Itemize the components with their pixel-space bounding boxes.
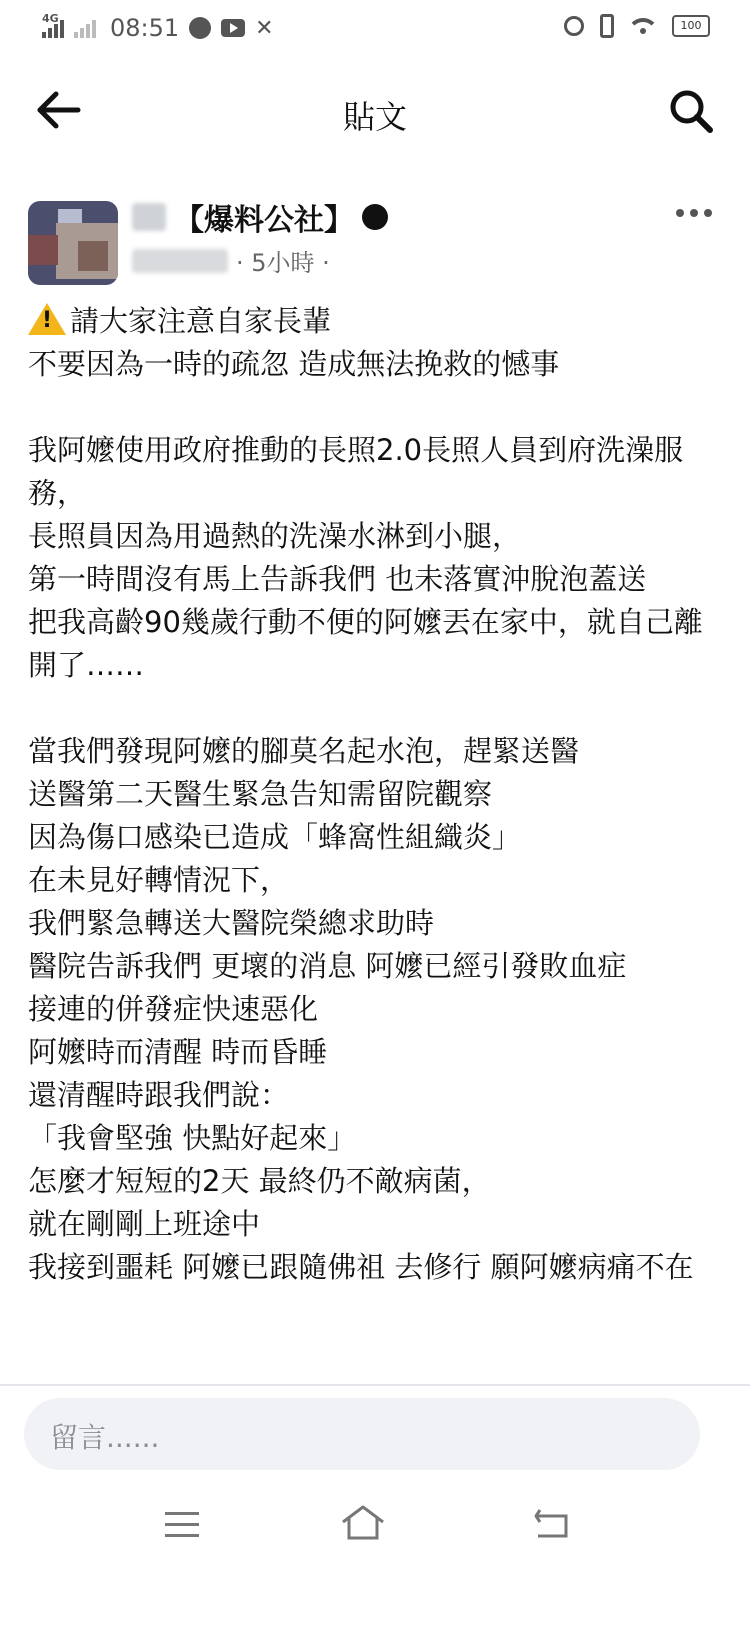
divider <box>0 1384 750 1386</box>
post-line: 因為傷口感染已造成「蜂窩性組織炎」 <box>28 820 522 854</box>
system-nav-bar <box>0 1490 750 1570</box>
post-line: 阿嬤時而清醒 時而昏睡 <box>28 1035 328 1069</box>
page-title: 貼文 <box>342 98 407 136</box>
more-options-button[interactable] <box>676 209 712 217</box>
post-line: 第一時間沒有馬上告訴我們 也未落實沖脫泡蓋送 <box>28 562 647 596</box>
post-line: 醫院告訴我們 更壞的消息 阿嬤已經引發敗血症 <box>28 949 627 983</box>
wifi-icon <box>630 16 656 36</box>
dot-icon <box>676 209 684 217</box>
post-line: 我接到噩耗 阿嬤已跟隨佛祖 去修行 願阿嬤病痛不在 <box>28 1250 694 1284</box>
post-body <box>28 300 722 1289</box>
author-row <box>132 195 388 239</box>
messenger-icon <box>189 17 211 39</box>
post-line: 把我高齡90幾歲行動不便的阿嬤丟在家中，就自己離開了…… <box>28 605 703 682</box>
post-line: 就在剛剛上班途中 <box>28 1207 261 1241</box>
post-line: 接連的併發症快速惡化 <box>28 992 319 1026</box>
vibrate-icon <box>600 14 614 38</box>
status-bar <box>0 0 750 60</box>
post-line: 我們緊急轉送大醫院榮總求助時 <box>28 906 435 940</box>
post-header <box>28 195 722 295</box>
post-line: 不要因為一時的疏忽 造成無法挽救的憾事 <box>28 347 560 381</box>
app-bar <box>0 70 750 150</box>
page-name[interactable]: 【爆料公社】 <box>174 203 354 238</box>
blurred-meta <box>132 249 228 273</box>
home-button[interactable] <box>340 1504 386 1542</box>
post-line: 長照員因為用過熱的洗澡水淋到小腿， <box>28 519 522 553</box>
home-icon <box>340 1504 386 1542</box>
comment-placeholder: 留言...... <box>50 1421 160 1454</box>
dot-icon <box>690 209 698 217</box>
post-line: 我阿嬤使用政府推動的長照2.0長照人員到府洗澡服務， <box>28 433 684 510</box>
avatar[interactable] <box>28 201 118 285</box>
post-time[interactable]: · 5小時 · <box>236 249 330 277</box>
app-notification-icon: ✕ <box>255 15 274 41</box>
status-right <box>564 14 710 38</box>
post-line: 在未見好轉情況下， <box>28 863 290 897</box>
post-meta <box>132 243 330 278</box>
blurred-author <box>132 203 166 231</box>
badge-icon <box>362 204 388 230</box>
search-button[interactable] <box>668 88 714 134</box>
system-back-button[interactable] <box>532 1506 570 1540</box>
search-icon <box>668 88 714 134</box>
post-line: 還清醒時跟我們說： <box>28 1078 290 1112</box>
battery-icon: 100 <box>672 15 710 37</box>
youtube-icon <box>221 19 245 37</box>
signal-icon <box>42 12 64 38</box>
alarm-icon <box>564 16 584 36</box>
comment-input[interactable] <box>24 1398 700 1470</box>
status-time: 08:51 <box>110 14 180 42</box>
status-left <box>42 14 274 42</box>
post-line: 當我們發現阿嬤的腳莫名起水泡，趕緊送醫 <box>28 734 580 768</box>
post-line: 怎麼才短短的2天 最終仍不敵病菌， <box>28 1164 491 1198</box>
network-type: 4G <box>42 12 59 25</box>
post-line: !請大家注意自家長輩 <box>28 300 722 343</box>
post-line: 「我會堅強 快點好起來」 <box>28 1121 357 1155</box>
back-icon <box>532 1506 570 1540</box>
recent-apps-button[interactable] <box>165 1512 199 1536</box>
post-line: 送醫第二天醫生緊急告知需留院觀察 <box>28 777 493 811</box>
signal-2-icon <box>74 18 96 38</box>
dot-icon <box>704 209 712 217</box>
warning-icon <box>28 303 66 335</box>
